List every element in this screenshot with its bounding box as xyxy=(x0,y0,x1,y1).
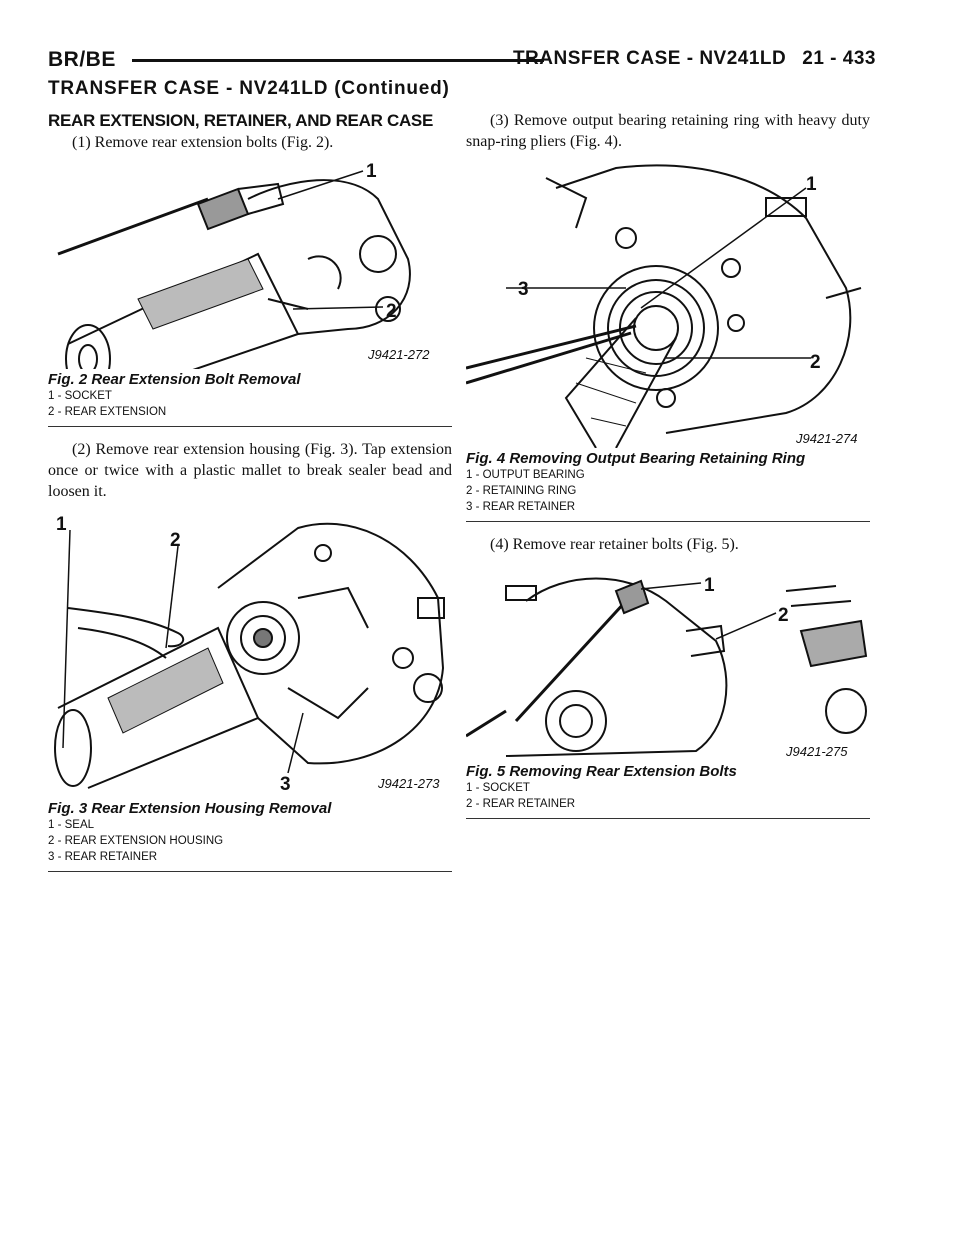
figure-3 xyxy=(48,508,452,872)
step-2: (2) Remove rear extension housing (Fig. 3). Tap extension once or twice with a plastic mallet to break sealer bead and loosen it. xyxy=(48,441,452,500)
figure-5-callout-2: 2 xyxy=(778,605,789,626)
figure-2-id: J9421-272 xyxy=(368,347,430,362)
header-right xyxy=(513,48,876,70)
step-3: (3) Remove output bearing retaining ring with heavy duty snap-ring pliers (Fig. 4). xyxy=(466,112,870,150)
figure-4 xyxy=(466,158,870,522)
figure-4-legend-3: 3 - REAR RETAINER xyxy=(466,501,576,513)
figure-3-legend-2: 2 - REAR EXTENSION HOUSING xyxy=(48,835,224,847)
figure-4-legend-2: 2 - RETAINING RING xyxy=(466,485,577,497)
figure-4-callout-1: 1 xyxy=(806,174,817,195)
page-header xyxy=(48,40,876,80)
figure-5-id: J9421-275 xyxy=(786,744,848,759)
figure-2-illustration xyxy=(48,159,452,369)
figure-2-callout-2: 2 xyxy=(386,301,397,322)
figure-2-legend-2: 2 - REAR EXTENSION xyxy=(48,406,167,418)
page-number: 21 - 433 xyxy=(802,48,876,69)
figure-2-legend-1: 1 - SOCKET xyxy=(48,390,112,402)
figure-4-callout-2: 2 xyxy=(810,352,821,373)
left-column xyxy=(48,110,452,872)
figure-3-id: J9421-273 xyxy=(378,776,440,791)
figure-4-illustration xyxy=(466,158,870,448)
figure-5-legend-2: 2 - REAR RETAINER xyxy=(466,798,576,810)
figure-4-id: J9421-274 xyxy=(796,431,858,446)
figure-5-callout-1: 1 xyxy=(704,575,715,596)
header-model: BR/BE xyxy=(48,48,116,71)
header-section: TRANSFER CASE - NV241LD xyxy=(512,48,787,69)
figure-2-rule xyxy=(48,426,452,427)
figure-3-callout-2: 2 xyxy=(170,530,181,551)
figure-3-legend-1: 1 - SEAL xyxy=(48,819,95,831)
figure-3-legend-3: 3 - REAR RETAINER xyxy=(48,851,158,863)
figure-2-callout-1: 1 xyxy=(366,161,377,182)
figure-5 xyxy=(466,561,870,819)
figure-5-legend-1: 1 - SOCKET xyxy=(466,782,530,794)
step-4: (4) Remove rear retainer bolts (Fig. 5). xyxy=(490,536,739,553)
figure-2-caption: Fig. 2 Rear Extension Bolt Removal xyxy=(48,371,301,388)
figure-3-callout-3: 3 xyxy=(280,774,291,795)
section-title: REAR EXTENSION, RETAINER, AND REAR CASE xyxy=(48,111,434,130)
step-1: (1) Remove rear extension bolts (Fig. 2). xyxy=(72,134,334,151)
figure-5-caption: Fig. 5 Removing Rear Extension Bolts xyxy=(466,763,737,780)
figure-3-rule xyxy=(48,871,452,872)
right-column xyxy=(466,110,870,819)
figure-3-callout-1: 1 xyxy=(56,514,67,535)
figure-4-legend-1: 1 - OUTPUT BEARING xyxy=(466,469,585,481)
continued-heading: TRANSFER CASE - NV241LD (Continued) xyxy=(48,78,450,99)
figure-5-illustration xyxy=(466,561,870,761)
figure-5-rule xyxy=(466,818,870,819)
figure-3-caption: Fig. 3 Rear Extension Housing Removal xyxy=(48,800,332,817)
figure-4-callout-3: 3 xyxy=(518,279,529,300)
figure-4-rule xyxy=(466,521,870,522)
figure-4-caption: Fig. 4 Removing Output Bearing Retaining Ring xyxy=(466,450,806,467)
header-rule xyxy=(132,59,544,62)
figure-3-illustration xyxy=(48,508,452,798)
figure-2 xyxy=(48,159,452,427)
